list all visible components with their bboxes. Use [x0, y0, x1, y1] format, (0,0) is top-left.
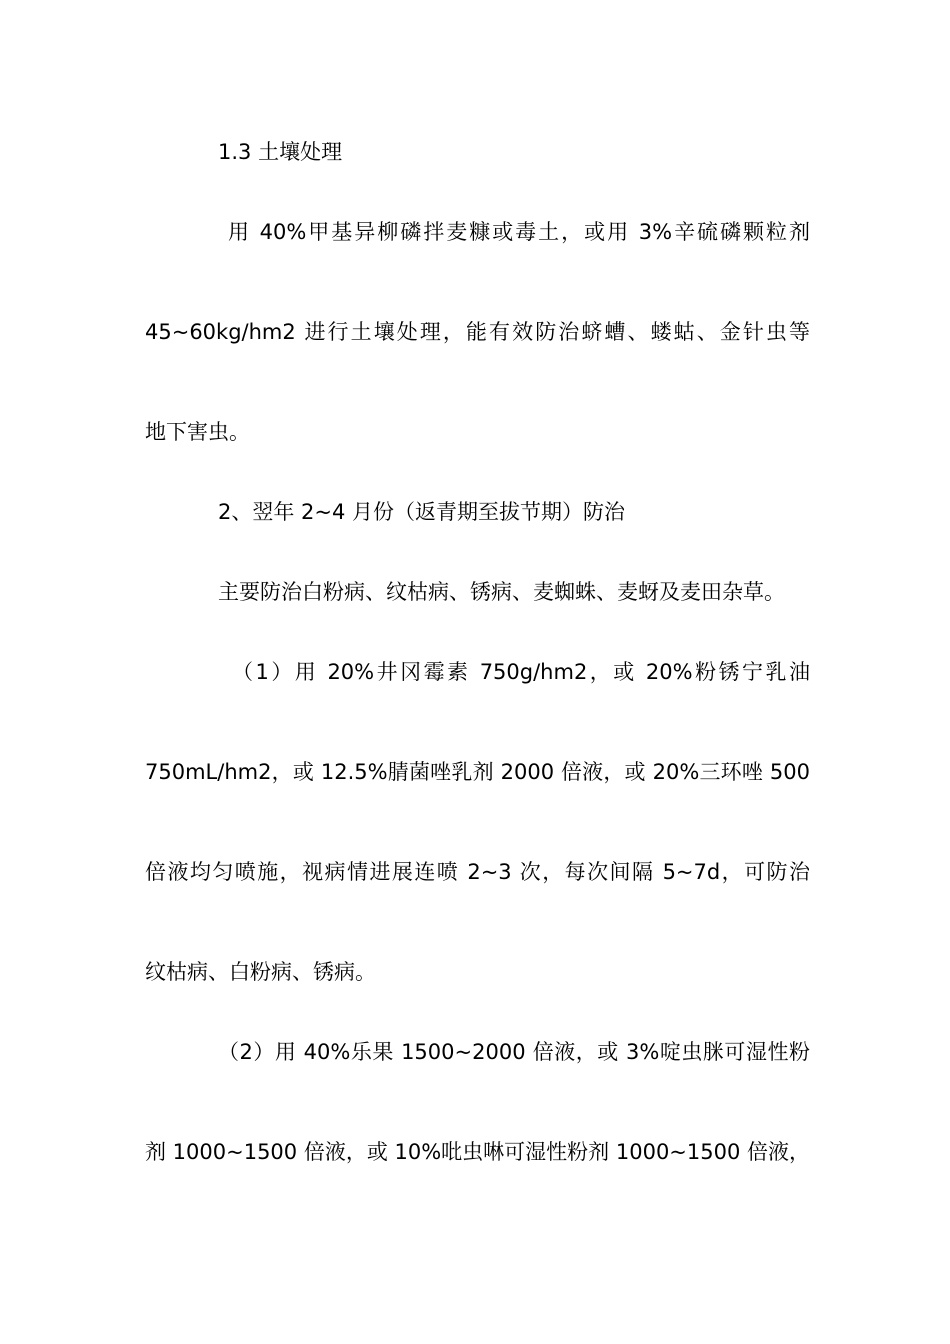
section-heading-soil-treatment: 1.3 土壤处理 [218, 140, 343, 164]
paragraph-line: 剂 1000~1500 倍液，或 10%吡虫啉可湿性粉剂 1000~1500 倍液， [145, 1140, 810, 1164]
paragraph-line: 倍液均匀喷施，视病情进展连喷 2~3 次，每次间隔 5~7d，可防治 [145, 860, 810, 884]
section-heading-spring-control: 2、翌年 2~4 月份（返青期至拔节期）防治 [218, 500, 626, 524]
list-item-2-line: （2）用 40%乐果 1500~2000 倍液，或 3%啶虫脒可湿性粉 [218, 1040, 810, 1064]
paragraph-line: 主要防治白粉病、纹枯病、锈病、麦蜘蛛、麦蚜及麦田杂草。 [218, 580, 785, 604]
paragraph-line: 地下害虫。 [145, 420, 250, 444]
paragraph-line: 45~60kg/hm2 进行土壤处理，能有效防治蛴螬、蝼蛄、金针虫等 [145, 320, 810, 344]
paragraph-line: 750mL/hm2，或 12.5%腈菌唑乳剂 2000 倍液，或 20%三环唑 500 [145, 760, 810, 784]
paragraph-line: 纹枯病、白粉病、锈病。 [145, 960, 376, 984]
paragraph-line: 用 40%甲基异柳磷拌麦糠或毒土，或用 3%辛硫磷颗粒剂 [228, 220, 810, 244]
list-item-1-line: （1）用 20%井冈霉素 750g/hm2，或 20%粉锈宁乳油 [232, 660, 810, 684]
